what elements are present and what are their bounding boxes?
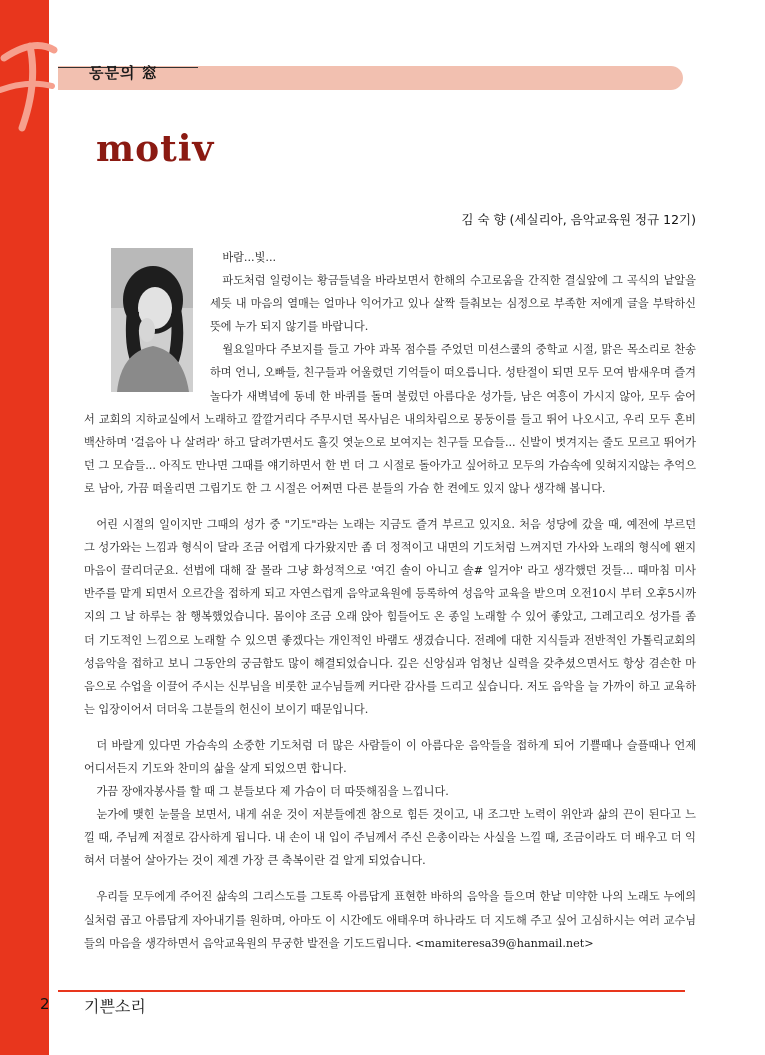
paragraph: 바람...빛...: [222, 251, 277, 264]
article-body: [84, 246, 696, 955]
paragraph: 월요일마다 주보지를 들고 가야 과목 점수를 주었던 미션스쿨의 중학교 시절, 맑은 목소리로 찬송하며 언니, 오빠들, 친구들과 어울렸던 기억들이 떠오릅니다. 성탄절이 되면 모두 모여 밤새우며 즐겨 놀다가 새벽녘에 동네 한 바퀴를 돌며 불렀던 아름다운 성가들, 남은 여흥이 가시지 않아, 모두 숨어서 교회의 지하교실에서 노래하고 깔깔거리다 주무시던 목사님은 내의차림으로 몽둥이를 들고 뛰어 나오시고, 우리 모두 혼비백산하며 '걸음아 나 살려라' 하고 달려가면서도 흘깃 엿눈으로 보여지는 친구들 모습들... 신발이 벗겨지는 줄도 모르고 뛰어가던 그 모습들... 아직도 만나면 그때를 얘기하면서 한 번 더 그 시절로 돌아가고 싶어하고 모두의 가슴속에 잊혀지지않는 추억으로 남아, 가끔 떠올리면 그립기도 한 그 시절은 어쩌면 다른 분들의 가슴 한 켠에도 있지 않나 생각해 봅니다.: [84, 343, 696, 495]
author-byline: 김 숙 향 (세실리아, 음악교육원 정규 12기): [461, 212, 696, 227]
paragraph: 어린 시절의 일이지만 그때의 성가 중 "기도"라는 노래는 지금도 즐겨 부르고 있지요. 처음 성당에 갔을 때, 예전에 부르던 그 성가와는 느낌과 형식이 달라 조금 어렵게 다가왔지만 좀 더 정적이고 내면의 기도처럼 느껴지던 가사와 노래의 형식에 왠지 마음이 끌리더군요. 선법에 대해 잘 몰라 그냥 화성적으로 '여긴 솔이 아니고 솔# 일거야' 라고 생각했던 것들... 때마침 미사 반주를 맡게 되면서 오르간을 접하게 되고 자연스럽게 음악교육원에 등록하여 성음악 교육을 받으며 오전10시 부터 오후5시까지의 그 날 하루는 참 행복했었습니다. 몸이야 조금 오래 앉아 힘들어도 온 종일 노래할 수 있어 좋았고, 그레고리오 성가를 좀 더 기도적인 느낌으로 노래할 수 있으면 좋겠다는 개인적인 바램도 생겼습니다. 전례에 대한 지식들과 전반적인 가톨릭교회의 성음악을 접하고 보니 그동안의 궁금함도 많이 해결되었습니다. 깊은 신앙심과 엄청난 실력을 갖추셨으면서도 항상 겸손한 마음으로 수업을 이끌어 주시는 신부님을 비롯한 교수님들께 커다란 감사를 드리고 싶습니다. 저도 음악을 늘 가까이 하고 교육하는 입장이어서 더더욱 그분들의 헌신이 보이기 때문입니다.: [84, 518, 696, 716]
side-color-bar: [0, 0, 49, 1055]
photo-space: [84, 246, 210, 394]
article-title: motiv: [96, 128, 215, 170]
paragraph: 가끔 장애자봉사를 할 때 그 분들보다 제 가슴이 더 따뜻해짐을 느낍니다.: [96, 785, 449, 799]
paragraph: 눈가에 맺힌 눈물을 보면서, 내게 쉬운 것이 저분들에겐 참으로 힘든 것이고, 내 조그만 노력이 위안과 삶의 끈이 된다고 느낄 때, 주님께 저절로 감사하게 됩니다. 내 손이 내 입이 주님께서 주신 은총이라는 사실을 느낄 때, 조금이라도 더 배우고 더 익혀서 더불어 살아가는 것이 제겐 가장 큰 축복이란 걸 알게 되었습니다.: [84, 808, 696, 868]
footer-rule: [58, 990, 685, 992]
paragraph: 더 바랄게 있다면 가슴속의 소중한 기도처럼 더 많은 사람들이 이 아름다운 음악들을 접하게 되어 기쁠때나 슬플때나 언제 어디서든지 기도와 찬미의 삶을 살게 되었으면 합니다.: [84, 738, 696, 775]
magazine-name: 기쁜소리: [84, 997, 146, 1016]
paragraph: 파도처럼 일렁이는 황금들녘을 바라보면서 한해의 수고로움을 간직한 결실앞에 그 곡식의 낱알을 세듯 내 마음의 열매는 얼마나 익어가고 있나 살짝 들춰보는 심정으로 부족한 저에게 글을 부탁하신 뜻에 누가 되지 않기를 바랍니다.: [210, 274, 696, 334]
paragraph: 우리들 모두에게 주어진 삶속의 그리스도를 그토록 아름답게 표현한 바하의 음악을 들으며 한낱 미약한 나의 노래도 누에의 실처럼 곱고 아름답게 자아내기를 원하며, 아마도 이 시간에도 애태우며 하나라도 더 지도해 주고 싶어 고심하시는 여러 교수님들의 마음을 생각하면서 음악교육원의 무궁한 발전을 기도드립니다. <mamiteresa39@hanmail.net>: [84, 890, 696, 950]
decorative-glyph-icon: [0, 28, 64, 138]
section-label: 동문의 窓: [89, 64, 158, 82]
page-number: 2: [40, 995, 50, 1013]
